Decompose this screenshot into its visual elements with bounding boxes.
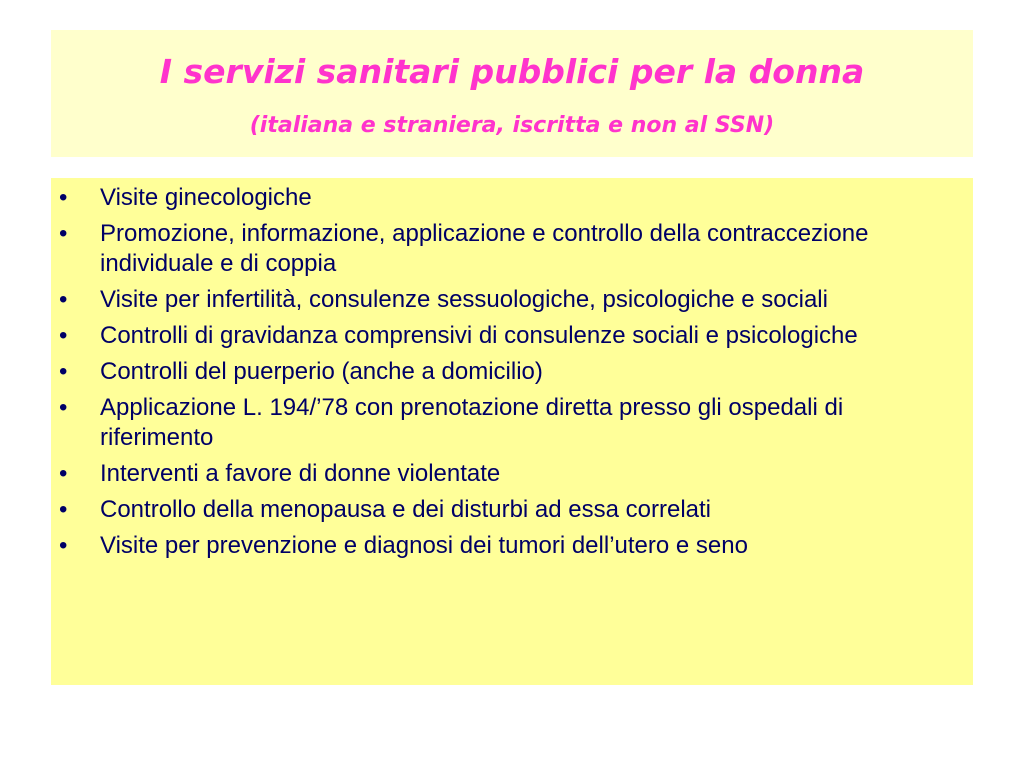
bullet-item	[51, 531, 973, 561]
bullet-item	[51, 393, 973, 453]
bullet-item	[51, 459, 973, 489]
slide-title: I servizi sanitari pubblici per la donna	[159, 52, 865, 91]
bullet-text: Promozione, informazione, applicazione e controllo della contraccezione individuale e di coppia	[100, 220, 869, 277]
bullet-item	[51, 183, 973, 213]
content-box	[51, 178, 973, 685]
bullet-icon: •	[59, 394, 68, 421]
bullet-item	[51, 357, 973, 387]
bullet-icon: •	[59, 286, 68, 313]
bullet-text: Interventi a favore di donne violentate	[100, 460, 501, 487]
bullet-text: Applicazione L. 194/’78 con prenotazione diretta presso gli ospedali di riferimento	[100, 394, 844, 451]
bullet-text: Controlli del puerperio (anche a domicilio)	[100, 358, 543, 385]
bullet-icon: •	[59, 496, 68, 523]
bullet-icon: •	[59, 532, 68, 559]
bullet-item	[51, 495, 973, 525]
bullet-icon: •	[59, 220, 68, 247]
bullet-text: Visite ginecologiche	[100, 184, 312, 211]
bullet-item	[51, 285, 973, 315]
title-box	[51, 30, 973, 157]
bullet-text: Controllo della menopausa e dei disturbi ad essa correlati	[100, 496, 712, 523]
bullet-text: Visite per infertilità, consulenze sessuologiche, psicologiche e sociali	[100, 286, 828, 313]
bullet-icon: •	[59, 358, 68, 385]
bullet-icon: •	[59, 184, 68, 211]
bullet-item	[51, 219, 973, 279]
bullet-icon: •	[59, 460, 68, 487]
bullet-list	[51, 183, 973, 567]
bullet-text: Controlli di gravidanza comprensivi di consulenze sociali e psicologiche	[100, 322, 858, 349]
bullet-icon: •	[59, 322, 68, 349]
bullet-text: Visite per prevenzione e diagnosi dei tumori dell’utero e seno	[100, 532, 748, 559]
bullet-item	[51, 321, 973, 351]
slide-subtitle: (italiana e straniera, iscritta e non al SSN)	[249, 113, 775, 138]
